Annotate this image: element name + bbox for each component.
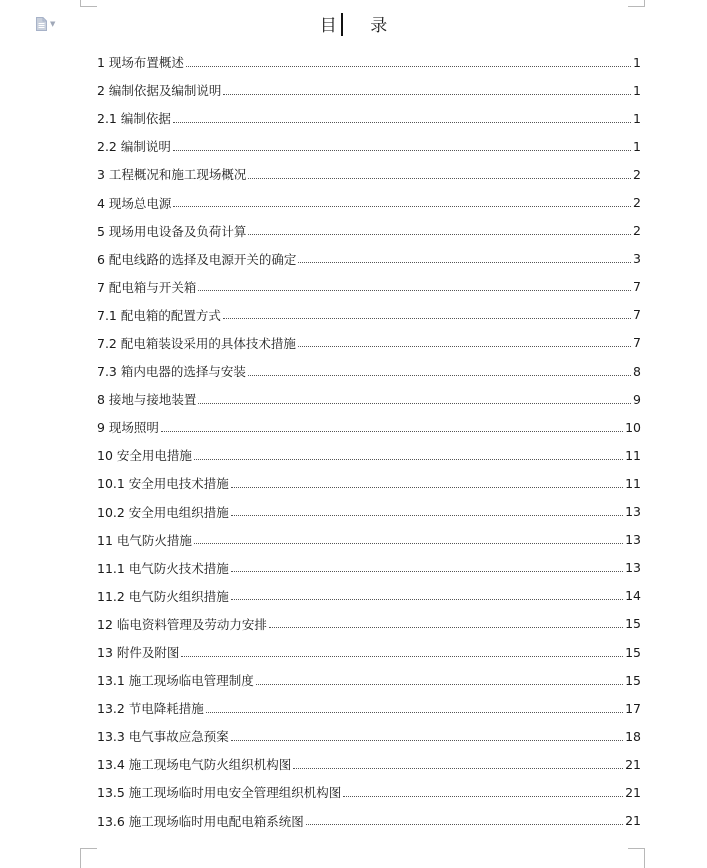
toc-entry[interactable] [97,582,641,610]
toc-entry[interactable] [97,778,641,806]
toc-entry[interactable] [97,188,641,216]
toc-leader-dots [293,768,623,769]
toc-leader-dots [186,66,631,67]
toc-entry-label: 11.1 电气防火技术措施 [97,560,229,576]
toc-leader-dots [248,375,631,376]
toc-entry-label: 10 安全用电措施 [97,448,192,464]
toc-entry-page-number: 2 [633,166,641,182]
toc-leader-dots [256,684,623,685]
toc-leader-dots [298,262,631,263]
crop-mark-bottom-left [80,848,97,868]
toc-entry-label: 13.6 施工现场临时用电配电箱系统图 [97,813,304,829]
toc-entry-label: 13.3 电气事故应急预案 [97,729,229,745]
toc-entry[interactable] [97,104,641,132]
toc-leader-dots [231,571,623,572]
toc-entry-label: 7.3 箱内电器的选择与安装 [97,364,246,380]
toc-entry-label: 7.1 配电箱的配置方式 [97,307,221,323]
toc-entry[interactable] [97,441,641,469]
toc-entry-label: 13.4 施工现场电气防火组织机构图 [97,757,292,773]
toc-entry-page-number: 7 [633,279,641,295]
toc-entry-page-number: 17 [625,700,641,716]
toc-leader-dots [198,403,631,404]
toc-leader-dots [231,515,623,516]
toc-leader-dots [173,150,631,151]
toc-entry[interactable] [97,807,641,835]
toc-entry[interactable] [97,666,641,694]
toc-entry[interactable] [97,329,641,357]
toc-entry-page-number: 11 [625,475,641,491]
toc-entry-page-number: 14 [625,588,641,604]
toc-entry-page-number: 13 [625,560,641,576]
toc-leader-dots [343,796,623,797]
toc-leader-dots [198,290,631,291]
toc-leader-dots [298,346,631,347]
toc-entry[interactable] [97,385,641,413]
toc-entry-label: 7.2 配电箱装设采用的具体技术措施 [97,335,296,351]
toc-entry-page-number: 11 [625,447,641,463]
page-title: 目 录 [319,16,402,36]
toc-entry-label: 5 现场用电设备及负荷计算 [97,223,247,239]
toc-leader-dots [206,712,623,713]
toc-entry[interactable] [97,638,641,666]
toc-entry-label: 3 工程概况和施工现场概况 [97,167,247,183]
toc-entry-page-number: 13 [625,532,641,548]
toc-leader-dots [248,178,631,179]
toc-leader-dots [173,206,631,207]
toc-entry-label: 11.2 电气防火组织措施 [97,588,229,604]
toc-entry-page-number: 21 [625,756,641,772]
toc-entry[interactable] [97,694,641,722]
toc-entry-page-number: 3 [633,251,641,267]
toc-entry-page-number: 21 [625,813,641,829]
toc-entry-label: 4 现场总电源 [97,195,172,211]
toc-entry-page-number: 9 [633,391,641,407]
toc-entry-label: 12 临电资料管理及劳动力安排 [97,616,267,632]
toc-entry[interactable] [97,160,641,188]
toc-entry-page-number: 21 [625,784,641,800]
toc-entry[interactable] [97,413,641,441]
toc-entry-page-number: 7 [633,307,641,323]
toc-entry-page-number: 2 [633,195,641,211]
toc-entry-label: 8 接地与接地装置 [97,392,197,408]
toc-entry-label: 10.2 安全用电组织措施 [97,504,229,520]
toc-entry-label: 2.2 编制说明 [97,139,171,155]
toc-entry-page-number: 15 [625,644,641,660]
toc-leader-dots [161,431,623,432]
toc-leader-dots [223,318,631,319]
toc-entry[interactable] [97,750,641,778]
toc-leader-dots [223,94,631,95]
toc-leader-dots [306,824,623,825]
toc-entry-label: 6 配电线路的选择及电源开关的确定 [97,251,297,267]
toc-entry-page-number: 1 [633,82,641,98]
toc-entry-label: 13.5 施工现场临时用电安全管理组织机构图 [97,785,342,801]
toc-entry[interactable] [97,554,641,582]
toc-entry[interactable] [97,273,641,301]
toc-entry-label: 10.1 安全用电技术措施 [97,476,229,492]
toc-entry-page-number: 8 [633,363,641,379]
table-of-contents [97,48,641,835]
crop-mark-top-right [628,0,645,7]
toc-entry[interactable] [97,48,641,76]
toc-entry-page-number: 7 [633,335,641,351]
toc-entry[interactable] [97,301,641,329]
crop-mark-top-left [80,0,97,7]
toc-entry[interactable] [97,498,641,526]
toc-leader-dots [231,487,623,488]
toc-entry[interactable] [97,132,641,160]
toc-leader-dots [194,459,623,460]
toc-entry[interactable] [97,610,641,638]
toc-entry[interactable] [97,357,641,385]
toc-entry-label: 7 配电箱与开关箱 [97,279,197,295]
toc-leader-dots [194,543,623,544]
caret-down-icon: ▼ [50,19,56,28]
crop-mark-bottom-right [628,848,645,868]
toc-entry-page-number: 15 [625,616,641,632]
toc-entry[interactable] [97,469,641,497]
toc-entry-label: 9 现场照明 [97,420,159,436]
toc-entry[interactable] [97,217,641,245]
toc-entry-page-number: 2 [633,223,641,239]
toc-entry-page-number: 1 [633,54,641,70]
toc-leader-dots [173,122,631,123]
toc-entry-page-number: 1 [633,110,641,126]
toc-entry-label: 1 现场布置概述 [97,55,184,71]
toc-leader-dots [231,599,623,600]
toc-entry[interactable] [97,526,641,554]
toc-entry-label: 13.1 施工现场临电管理制度 [97,673,254,689]
toc-entry-label: 2.1 编制依据 [97,111,171,127]
toc-leader-dots [248,234,631,235]
toc-entry-page-number: 10 [625,419,641,435]
toc-entry-page-number: 15 [625,672,641,688]
toc-entry-label: 2 编制依据及编制说明 [97,83,222,99]
toc-entry-label: 13.2 节电降耗措施 [97,701,204,717]
toc-entry-label: 11 电气防火措施 [97,532,192,548]
toc-entry[interactable] [97,245,641,273]
toc-entry-page-number: 13 [625,504,641,520]
toc-entry[interactable] [97,722,641,750]
toc-leader-dots [181,656,623,657]
toc-leader-dots [231,740,623,741]
toc-leader-dots [269,627,623,628]
toc-entry[interactable] [97,76,641,104]
toc-entry-page-number: 1 [633,138,641,154]
toc-entry-label: 13 附件及附图 [97,645,180,661]
toc-entry-page-number: 18 [625,728,641,744]
